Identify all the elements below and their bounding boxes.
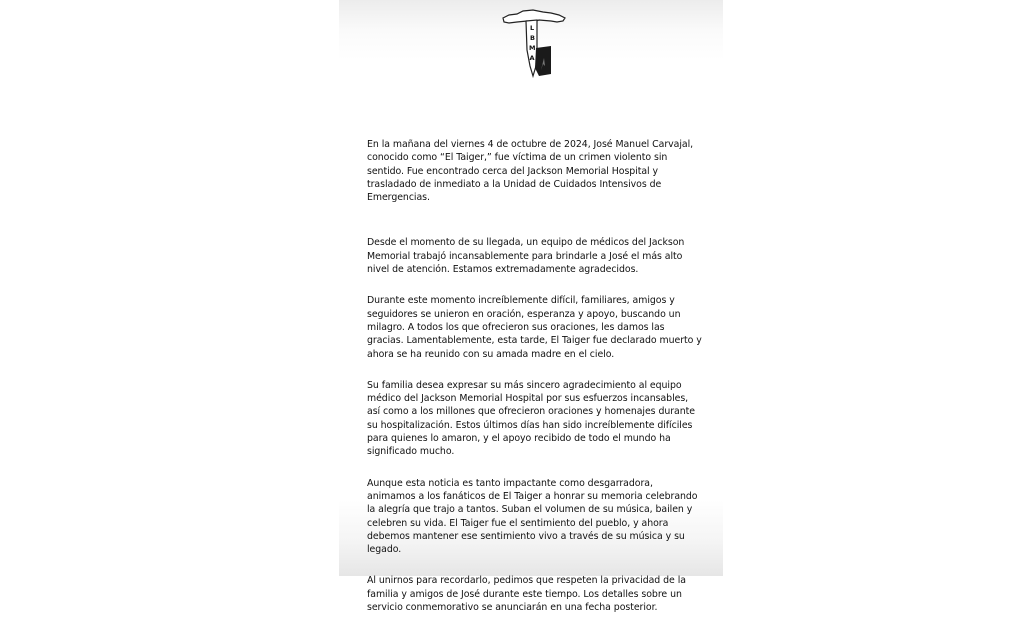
paragraph: Desde el momento de su llegada, un equipo de médicos del Jackson Memorial trabajó incansablemente para brindarle a José el más alto nivel de atención. Estamos extremadamente agradecidos. [367,237,685,276]
paragraph: Su familia desea expresar su más sincero agradecimiento al equipo médico del Jackson Memorial Hospital por sus esfuerzos incansables, así como a los millones que ofrecieron oraciones y homenajes durante su hospitalización. Estos últimos días han sido increíblemente difíciles para quienes lo amaron, y el apoyo recibido de todo el mundo ha significado mucho. [367,379,695,458]
logo-letter: B [530,34,535,42]
logo-letter: M [529,44,536,52]
logo-letter: A [529,54,535,62]
lbma-logo-graphic [499,6,569,78]
logo-letter: L [530,24,535,32]
statement-page [339,0,723,614]
paragraph: Durante este momento increíblemente difícil, familiares, amigos y seguidores se unieron en oración, esperanza y apoyo, buscando un milagro. A todos los que ofrecieron sus oraciones, les damos las gracias. Lamentablemente, esta tarde, El Taiger fue declarado muerto y ahora se ha reunido con su amada madre en el cielo. [367,295,702,360]
lbma-logo-icon [499,6,569,78]
statement-body [367,138,703,632]
paragraph: Aunque esta noticia es tanto impactante como desgarradora, animamos a los fanáticos de El Taiger a honrar su memoria celebrando la alegría que trajo a tantos. Suban el volumen de su música, bailen y celebren su vida. El Taiger fue el sentimiento del pueblo, y ahora debemos mantener ese sentimiento vivo a través de su música y su legado. [367,477,698,556]
paragraph: Al unirnos para recordarlo, pedimos que respeten la privacidad de la familia y amigos de José durante este tiempo. Los detalles sobre un servicio conmemorativo se anunciarán en una fecha posterior. [367,575,686,614]
paragraph: En la mañana del viernes 4 de octubre de 2024, José Manuel Carvajal, conocido como “El Taiger,” fue víctima de un crimen violento sin sentido. Fue encontrado cerca del Jackson Memorial Hospital y trasladado de inmediato a la Unidad de Cuidados Intensivos de Emergencias. [367,139,694,204]
